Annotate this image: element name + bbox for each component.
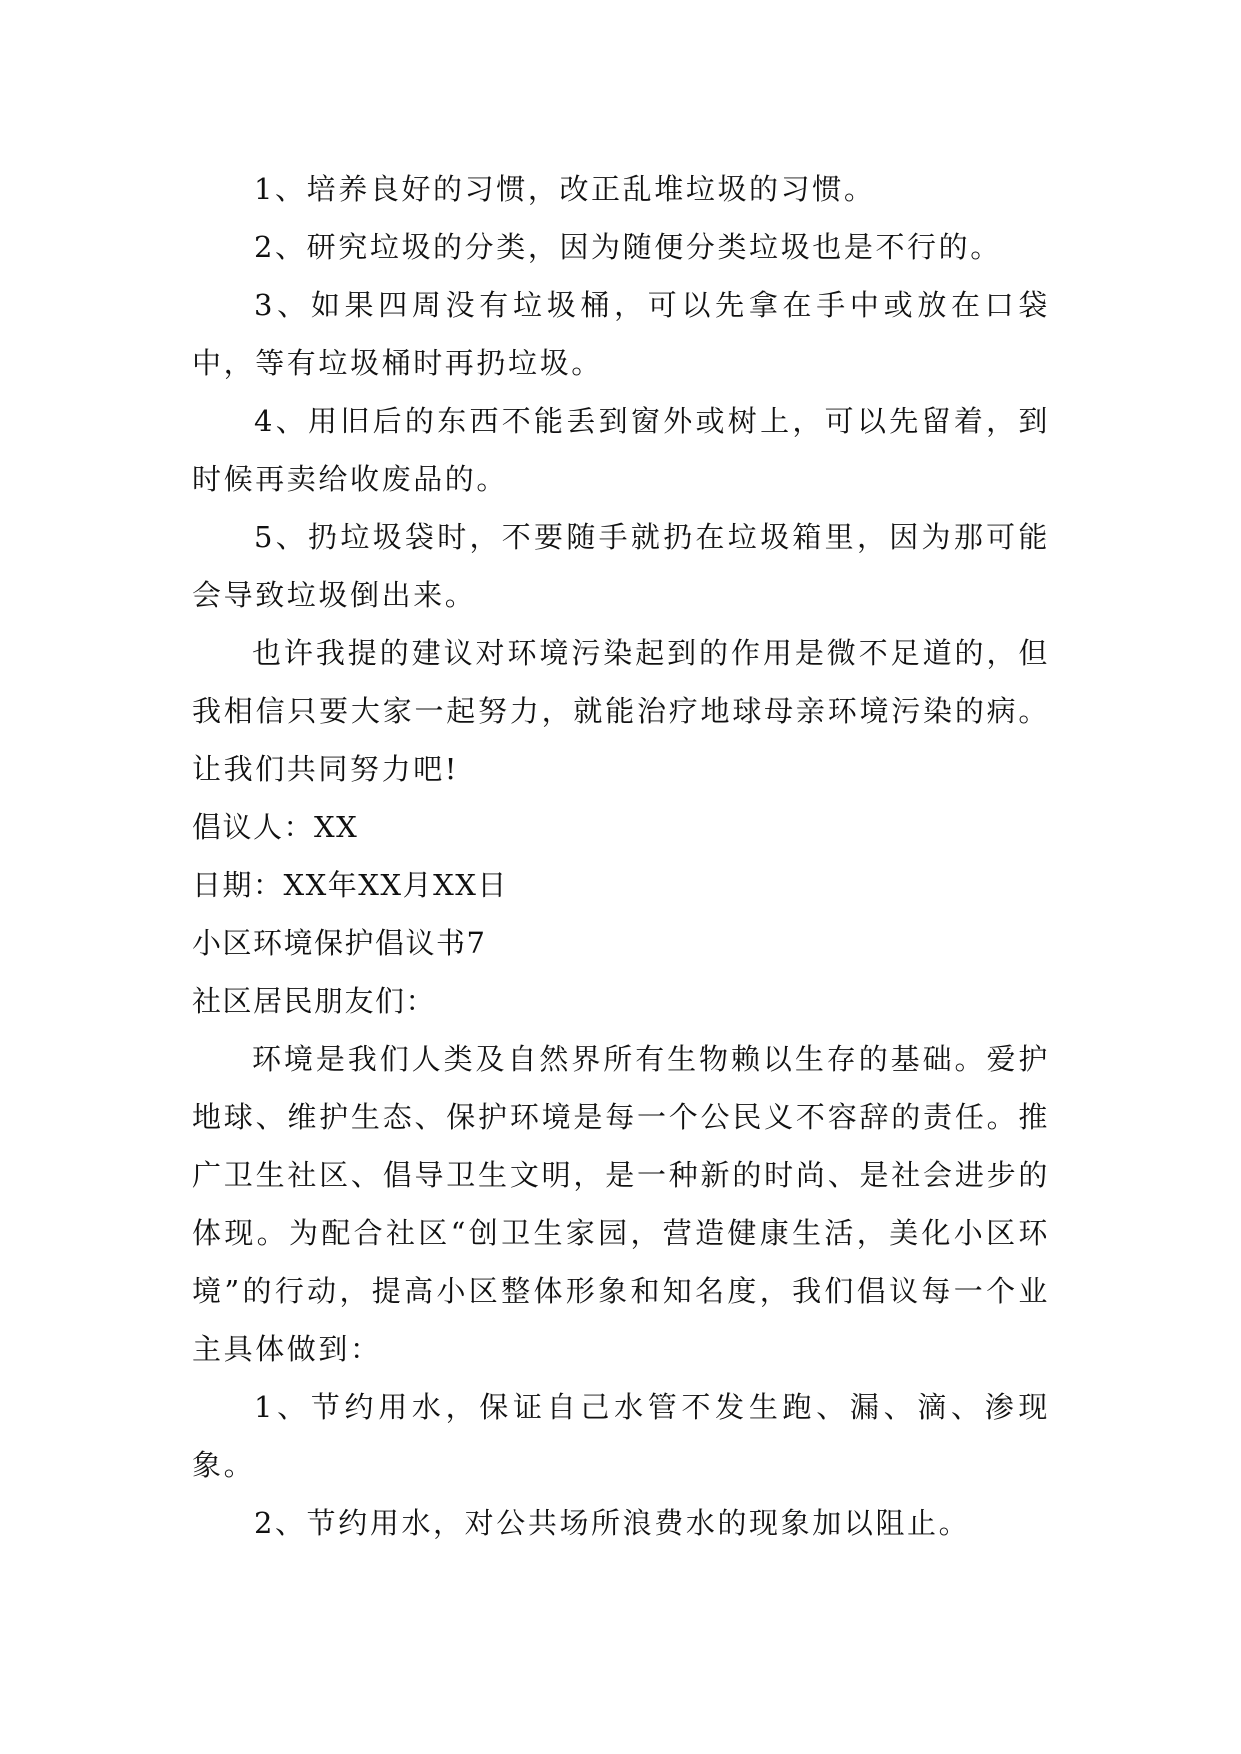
date-line: 日期：XX年XX月XX日 — [192, 868, 508, 902]
paragraph-tip-3: 3、如果四周没有垃圾桶，可以先拿在手中或放在口袋中，等有垃圾桶时再扔垃圾。 — [192, 288, 1050, 380]
document-page — [192, 160, 1050, 1552]
paragraph-intro: 环境是我们人类及自然界所有生物赖以生存的基础。爱护地球、维护生态、保护环境是每一个公民义不容辞的责任。推广卫生社区、倡导卫生文明，是一种新的时尚、是社会进步的体现。为配合社区“创卫生家园，营造健康生活，美化小区环境”的行动，提高小区整体形象和知名度，我们倡议每一个业主具体做到： — [192, 1042, 1050, 1366]
paragraph-item-1: 1、节约用水，保证自己水管不发生跑、漏、滴、渗现象。 — [192, 1390, 1050, 1482]
paragraph-closing: 也许我提的建议对环境污染起到的作用是微不足道的，但我相信只要大家一起努力，就能治疗地球母亲环境污染的病。让我们共同努力吧! — [192, 636, 1050, 786]
section-title: 小区环境保护倡议书7 — [192, 926, 487, 960]
proposer-line: 倡议人：XX — [192, 810, 359, 844]
paragraph-tip-5: 5、扔垃圾袋时，不要随手就扔在垃圾箱里，因为那可能会导致垃圾倒出来。 — [192, 520, 1050, 612]
paragraph-tip-2: 2、研究垃圾的分类，因为随便分类垃圾也是不行的。 — [254, 230, 1002, 264]
paragraph-item-2: 2、节约用水，对公共场所浪费水的现象加以阻止。 — [254, 1506, 971, 1540]
paragraph-tip-1: 1、培养良好的习惯，改正乱堆垃圾的习惯。 — [254, 172, 876, 206]
paragraph-tip-4: 4、用旧后的东西不能丢到窗外或树上，可以先留着，到时候再卖给收废品的。 — [192, 404, 1050, 496]
salutation: 社区居民朋友们： — [192, 984, 437, 1018]
